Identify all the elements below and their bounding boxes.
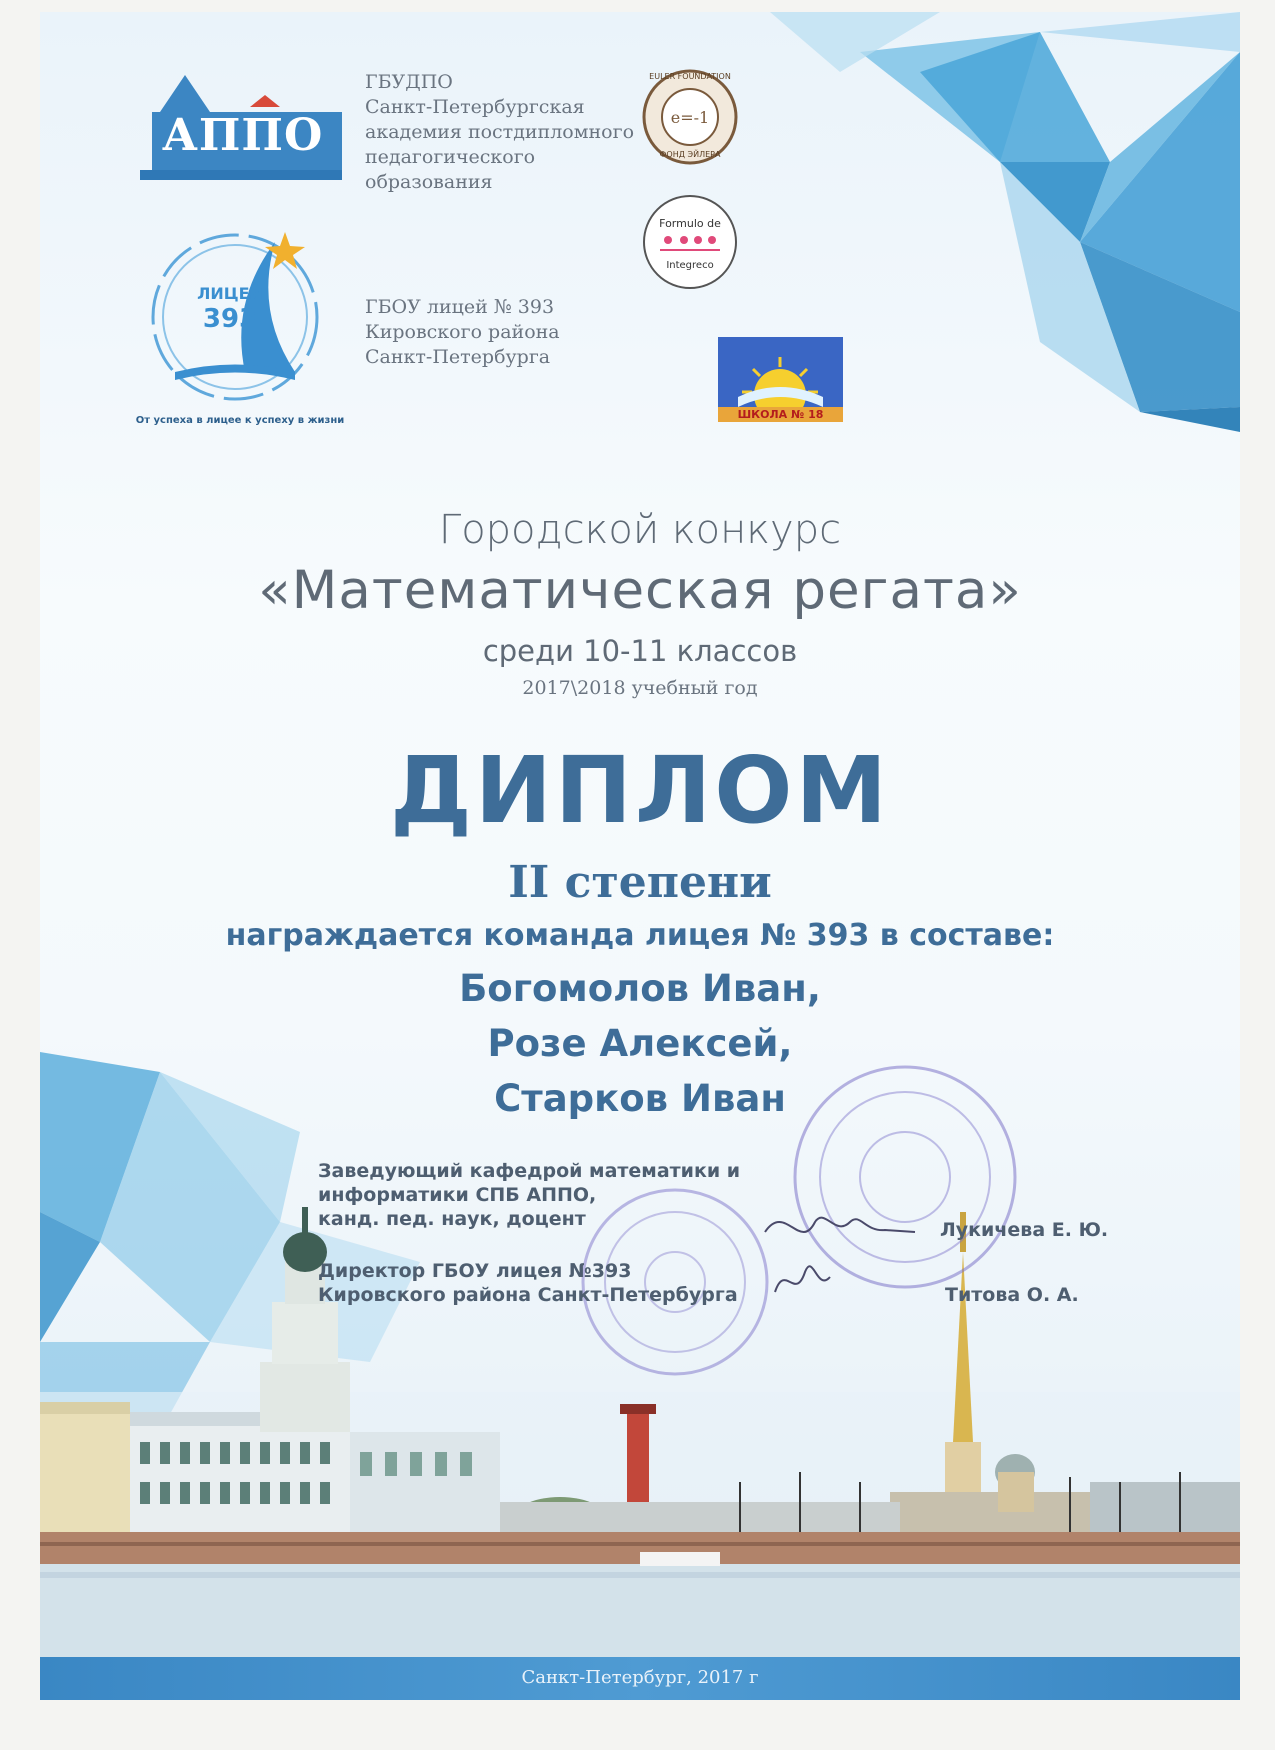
second-signatory-line: Кировского района Санкт-Петербурга [318, 1284, 738, 1306]
diploma-degree: II степени [508, 857, 772, 908]
first-signatory-line: Заведующий кафедрой математики и [318, 1160, 741, 1182]
team-member: Старков Иван [494, 1077, 786, 1120]
lyceum-logo-word: ЛИЦЕЙ [197, 284, 263, 303]
euler-logo-top: EULER FOUNDATION [649, 72, 731, 81]
second-signatory-line: Директор ГБОУ лицея №393 [318, 1260, 632, 1282]
lyceum-organization [365, 295, 560, 370]
award-text: награждается команда лицея № 393 в составе: [225, 918, 1055, 953]
handwritten-signature-icon [755, 1192, 935, 1312]
appo-org-line: академия постдипломного [365, 121, 635, 143]
lyceum-org-line: Кировского района [365, 321, 560, 343]
first-signatory-name: Лукичева Е. Ю. [940, 1219, 1109, 1241]
formulo-bottom: Integreco [666, 260, 714, 271]
appo-org-line: Санкт-Петербургская [365, 96, 585, 118]
first-signatory-line: канд. пед. наук, доцент [318, 1208, 586, 1230]
diploma-heading: ДИПЛОМ [389, 737, 891, 844]
contest-grades: среди 10-11 классов [482, 634, 798, 668]
school-18-label: ШКОЛА № 18 [737, 408, 824, 421]
lyceum-org-line: Санкт-Петербурга [365, 346, 551, 368]
first-signatory-title [318, 1159, 740, 1231]
euler-logo-bottom: ФОНД ЭЙЛЕРА [659, 150, 721, 159]
team-member: Богомолов Иван, [459, 967, 821, 1010]
academic-year: 2017\2018 учебный год [522, 677, 758, 699]
second-signatory-name: Титова О. А. [945, 1284, 1079, 1306]
team-member: Розе Алексей, [487, 1022, 793, 1065]
formulo-top: Formulo de [659, 217, 721, 230]
contest-type: Городской конкурс [438, 507, 842, 553]
second-signatory-title [318, 1259, 738, 1307]
appo-organization [365, 70, 634, 195]
appo-logo-text: АППО [162, 110, 324, 161]
lyceum-logo-number: 393 [202, 304, 258, 334]
appo-org-line: ГБУДПО [365, 71, 453, 93]
first-signatory-line: информатики СПБ АППО, [318, 1184, 597, 1206]
formulo-logo-icon [640, 192, 740, 292]
contest-name: «Математическая регата» [258, 560, 1022, 621]
footer-location-year: Санкт-Петербург, 2017 г [521, 1667, 759, 1688]
diploma-sheet [40, 12, 1240, 1700]
svg-text:e=-1: e=-1 [670, 108, 710, 127]
lyceum-motto: От успеха в лицее к успеху в жизни [135, 415, 345, 426]
appo-org-line: педагогического [365, 146, 536, 168]
lyceum-org-line: ГБОУ лицей № 393 [365, 296, 555, 318]
appo-org-line: образования [365, 171, 493, 193]
